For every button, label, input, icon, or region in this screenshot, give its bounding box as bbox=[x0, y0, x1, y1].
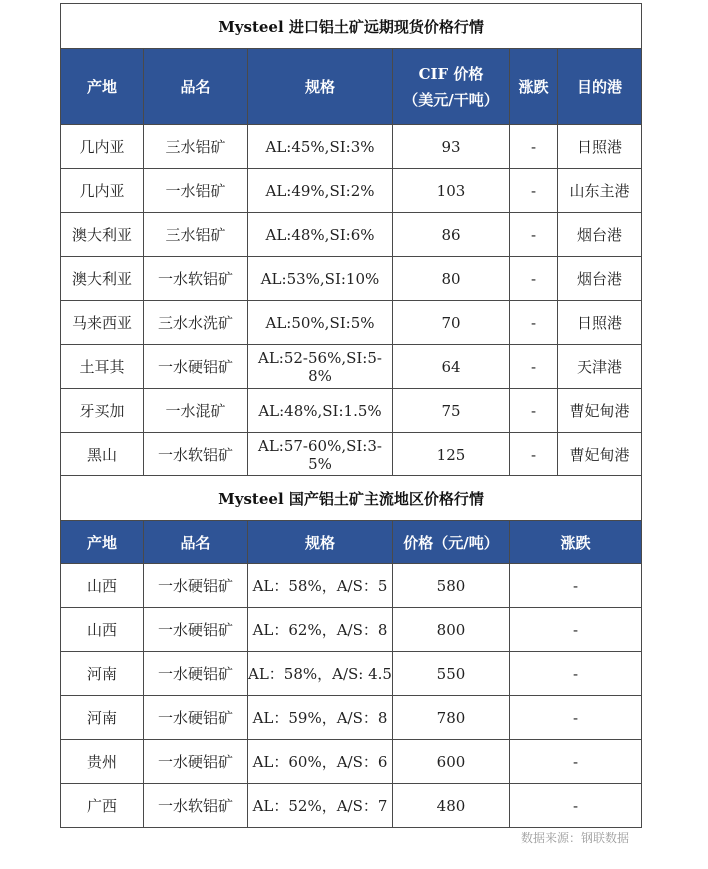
domestic-table-title: Mysteel 国产铝土矿主流地区价格行情 bbox=[61, 476, 642, 521]
port-cell: 曹妃甸港 bbox=[558, 389, 642, 433]
origin-cell: 土耳其 bbox=[61, 345, 144, 389]
product-cell: 一水硬铝矿 bbox=[144, 345, 248, 389]
origin-cell: 山西 bbox=[61, 564, 144, 608]
product-cell: 一水混矿 bbox=[144, 389, 248, 433]
header-origin: 产地 bbox=[61, 49, 144, 125]
price-cell: 64 bbox=[393, 345, 510, 389]
header-price: 价格（元/吨） bbox=[393, 521, 510, 564]
price-cell: 80 bbox=[393, 257, 510, 301]
table-row bbox=[61, 301, 642, 345]
change-cell: - bbox=[510, 696, 642, 740]
change-cell: - bbox=[510, 125, 558, 169]
port-cell: 烟台港 bbox=[558, 257, 642, 301]
import-table-title: Mysteel 进口铝土矿远期现货价格行情 bbox=[61, 4, 642, 49]
spec-cell: AL:49%,SI:2% bbox=[248, 169, 393, 213]
product-cell: 一水软铝矿 bbox=[144, 433, 248, 477]
port-cell: 日照港 bbox=[558, 125, 642, 169]
table-row bbox=[61, 784, 642, 828]
change-cell: - bbox=[510, 169, 558, 213]
spec-cell: AL:48%,SI:1.5% bbox=[248, 389, 393, 433]
header-change: 涨跌 bbox=[510, 521, 642, 564]
product-cell: 一水硬铝矿 bbox=[144, 740, 248, 784]
change-cell: - bbox=[510, 433, 558, 477]
price-cell: 480 bbox=[393, 784, 510, 828]
header-product: 品名 bbox=[144, 49, 248, 125]
change-cell: - bbox=[510, 652, 642, 696]
product-cell: 三水水洗矿 bbox=[144, 301, 248, 345]
product-cell: 一水硬铝矿 bbox=[144, 564, 248, 608]
change-cell: - bbox=[510, 564, 642, 608]
table-row bbox=[61, 213, 642, 257]
spec-cell: AL：59%，A/S：8 bbox=[248, 696, 393, 740]
spec-cell: AL:53%,SI:10% bbox=[248, 257, 393, 301]
header-cif-price bbox=[393, 49, 510, 125]
port-cell: 山东主港 bbox=[558, 169, 642, 213]
change-cell: - bbox=[510, 389, 558, 433]
change-cell: - bbox=[510, 257, 558, 301]
spec-cell: AL：62%，A/S：8 bbox=[248, 608, 393, 652]
price-cell: 600 bbox=[393, 740, 510, 784]
origin-cell: 广西 bbox=[61, 784, 144, 828]
header-change: 涨跌 bbox=[510, 49, 558, 125]
price-cell: 125 bbox=[393, 433, 510, 477]
origin-cell: 河南 bbox=[61, 696, 144, 740]
origin-cell: 马来西亚 bbox=[61, 301, 144, 345]
price-cell: 800 bbox=[393, 608, 510, 652]
spec-cell: AL:50%,SI:5% bbox=[248, 301, 393, 345]
origin-cell: 牙买加 bbox=[61, 389, 144, 433]
spec-cell: AL:48%,SI:6% bbox=[248, 213, 393, 257]
table-row bbox=[61, 696, 642, 740]
product-cell: 三水铝矿 bbox=[144, 125, 248, 169]
header-destination-port: 目的港 bbox=[558, 49, 642, 125]
origin-cell: 澳大利亚 bbox=[61, 213, 144, 257]
product-cell: 三水铝矿 bbox=[144, 213, 248, 257]
header-cif-label: CIF 价格 bbox=[418, 64, 484, 83]
product-cell: 一水硬铝矿 bbox=[144, 652, 248, 696]
import-price-table bbox=[60, 3, 642, 477]
domestic-price-table bbox=[60, 475, 642, 828]
header-spec: 规格 bbox=[248, 521, 393, 564]
spec-cell: AL：58%，A/S: 4.5 bbox=[248, 652, 393, 696]
data-source-note: 数据来源：钢联数据 bbox=[520, 831, 629, 845]
header-spec: 规格 bbox=[248, 49, 393, 125]
product-cell: 一水铝矿 bbox=[144, 169, 248, 213]
change-cell: - bbox=[510, 301, 558, 345]
origin-cell: 黑山 bbox=[61, 433, 144, 477]
spec-cell: AL：52%，A/S：7 bbox=[248, 784, 393, 828]
header-product: 品名 bbox=[144, 521, 248, 564]
product-cell: 一水软铝矿 bbox=[144, 784, 248, 828]
table-row bbox=[61, 125, 642, 169]
port-cell: 烟台港 bbox=[558, 213, 642, 257]
origin-cell: 贵州 bbox=[61, 740, 144, 784]
spec-cell: AL：60%，A/S：6 bbox=[248, 740, 393, 784]
port-cell: 日照港 bbox=[558, 301, 642, 345]
header-cif-unit: （美元/干吨） bbox=[403, 90, 499, 109]
price-cell: 86 bbox=[393, 213, 510, 257]
origin-cell: 河南 bbox=[61, 652, 144, 696]
spec-cell: AL:57-60%,SI:3-5% bbox=[248, 433, 393, 477]
table-row bbox=[61, 608, 642, 652]
product-cell: 一水硬铝矿 bbox=[144, 608, 248, 652]
table-row bbox=[61, 564, 642, 608]
price-cell: 93 bbox=[393, 125, 510, 169]
table-row bbox=[61, 257, 642, 301]
port-cell: 天津港 bbox=[558, 345, 642, 389]
change-cell: - bbox=[510, 784, 642, 828]
product-cell: 一水软铝矿 bbox=[144, 257, 248, 301]
price-cell: 550 bbox=[393, 652, 510, 696]
port-cell: 曹妃甸港 bbox=[558, 433, 642, 477]
change-cell: - bbox=[510, 740, 642, 784]
change-cell: - bbox=[510, 345, 558, 389]
table-row bbox=[61, 652, 642, 696]
price-cell: 580 bbox=[393, 564, 510, 608]
origin-cell: 山西 bbox=[61, 608, 144, 652]
origin-cell: 澳大利亚 bbox=[61, 257, 144, 301]
origin-cell: 几内亚 bbox=[61, 169, 144, 213]
table-row bbox=[61, 433, 642, 477]
change-cell: - bbox=[510, 213, 558, 257]
spec-cell: AL:52-56%,SI:5-8% bbox=[248, 345, 393, 389]
spec-cell: AL：58%，A/S：5 bbox=[248, 564, 393, 608]
product-cell: 一水硬铝矿 bbox=[144, 696, 248, 740]
change-cell: - bbox=[510, 608, 642, 652]
header-origin: 产地 bbox=[61, 521, 144, 564]
spec-cell: AL:45%,SI:3% bbox=[248, 125, 393, 169]
table-row bbox=[61, 389, 642, 433]
price-cell: 103 bbox=[393, 169, 510, 213]
origin-cell: 几内亚 bbox=[61, 125, 144, 169]
price-cell: 780 bbox=[393, 696, 510, 740]
table-row bbox=[61, 740, 642, 784]
table-row bbox=[61, 169, 642, 213]
price-cell: 75 bbox=[393, 389, 510, 433]
price-cell: 70 bbox=[393, 301, 510, 345]
table-row bbox=[61, 345, 642, 389]
